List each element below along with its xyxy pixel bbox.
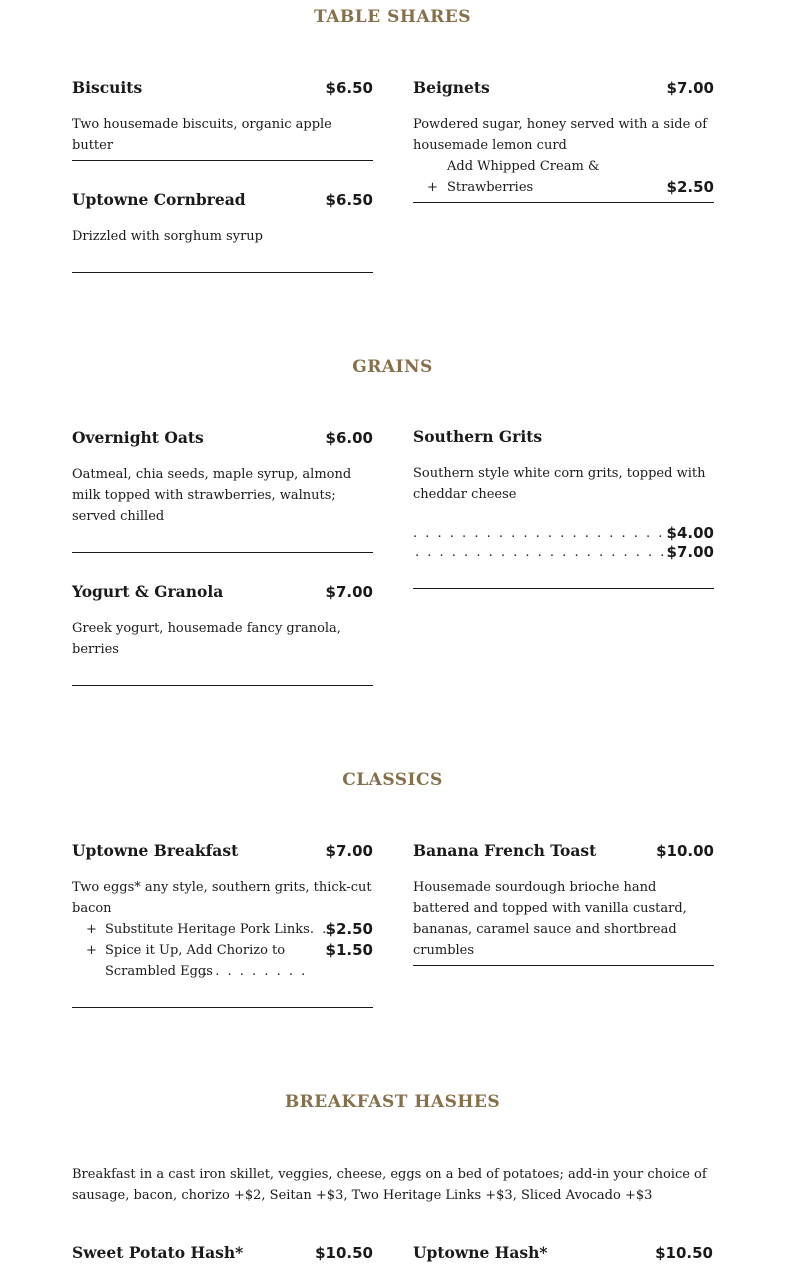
item-description: Drizzled with sorghum syrup: [72, 229, 263, 244]
menu-item-yogurt-granola: [72, 582, 373, 686]
addon-list: [413, 156, 714, 198]
addon-label: Spice it Up, Add Chorizo to Scrambled Eggs: [105, 943, 286, 979]
item-description: Oatmeal, chia seeds, maple syrup, almond milk topped with strawberries, walnuts; served chilled: [72, 467, 352, 524]
section-intro: Breakfast in a cast iron skillet, veggies, cheese, eggs on a bed of potatoes; add-in your choice of sausage, bacon, chorizo +$2, Seitan +$3, Two Heritage Links +$3, Sliced Avocado +$3: [72, 1167, 707, 1203]
dot-leader: [413, 543, 667, 562]
item-price: $6.50: [325, 79, 373, 97]
dot-leader: [203, 961, 305, 982]
size-price: $4.00: [666, 524, 714, 542]
item-price: $10.00: [656, 842, 714, 860]
plus-icon: +: [86, 943, 97, 958]
item-price: $10.50: [315, 1244, 373, 1262]
section-title-table-shares: TABLE SHARES: [314, 7, 471, 27]
plus-icon: +: [86, 922, 97, 937]
item-description: Housemade sourdough brioche hand battered and topped with vanilla custard, bananas, caramel sauce and shortbread crumbles: [413, 880, 687, 958]
addon-label: Add Whipped Cream & Strawberries: [447, 159, 600, 195]
item-name: Uptowne Cornbread: [72, 190, 246, 209]
item-name: Uptowne Hash*: [413, 1243, 548, 1262]
menu-item-uptowne-hash: [413, 1243, 713, 1266]
menu-item-overnight-oats: [72, 428, 373, 553]
item-price: $7.00: [325, 583, 373, 601]
section-title-grains: GRAINS: [352, 357, 433, 377]
size-price-list: [413, 524, 714, 562]
item-price: $6.50: [325, 191, 373, 209]
item-description: Two eggs* any style, southern grits, thick-cut bacon: [72, 880, 372, 916]
addon-price: $2.50: [325, 920, 373, 938]
menu-item-sweet-potato-hash: [72, 1243, 373, 1266]
item-description: Southern style white corn grits, topped with cheddar cheese: [413, 466, 706, 502]
item-price: $6.00: [325, 429, 373, 447]
section-title-classics: CLASSICS: [342, 770, 443, 790]
section-title-breakfast-hashes: BREAKFAST HASHES: [284, 1092, 501, 1112]
item-price: $7.00: [666, 79, 714, 97]
item-price: $7.00: [325, 842, 373, 860]
menu-item-banana-french-toast: [413, 841, 714, 966]
item-name: Uptowne Breakfast: [72, 841, 239, 860]
item-description: Two housemade biscuits, organic apple butter: [72, 117, 332, 153]
plus-icon: +: [427, 180, 438, 195]
item-description: Powdered sugar, honey served with a side of housemade lemon curd: [413, 117, 708, 153]
addon-price: $1.50: [325, 941, 373, 959]
dot-leader: [310, 919, 326, 940]
addon-item: [427, 156, 714, 198]
item-name: Sweet Potato Hash*: [72, 1243, 244, 1262]
item-price: $10.50: [655, 1244, 713, 1262]
item-name: Beignets: [413, 78, 490, 97]
item-name: Biscuits: [72, 78, 143, 97]
addon-item: [86, 940, 373, 982]
addon-price: $2.50: [666, 178, 714, 196]
menu-item-beignets: [413, 78, 714, 203]
item-description: Greek yogurt, housemade fancy granola, berries: [72, 621, 341, 657]
dot-leader: [413, 524, 667, 543]
item-name: Yogurt & Granola: [72, 582, 224, 601]
menu-item-biscuits: [72, 78, 373, 161]
item-name: Southern Grits: [413, 427, 543, 446]
addon-item: [86, 919, 373, 940]
menu-item-southern-grits: [413, 427, 714, 589]
menu-item-uptowne-breakfast: [72, 841, 373, 1008]
addon-list: [72, 919, 373, 982]
size-price: $7.00: [666, 543, 714, 561]
addon-label: Substitute Heritage Pork Links: [105, 922, 310, 937]
item-name: Overnight Oats: [72, 428, 204, 447]
size-price-row: [413, 524, 714, 543]
item-name: Banana French Toast: [413, 841, 597, 860]
size-price-row: [413, 543, 714, 562]
menu-item-uptowne-cornbread: [72, 190, 373, 273]
